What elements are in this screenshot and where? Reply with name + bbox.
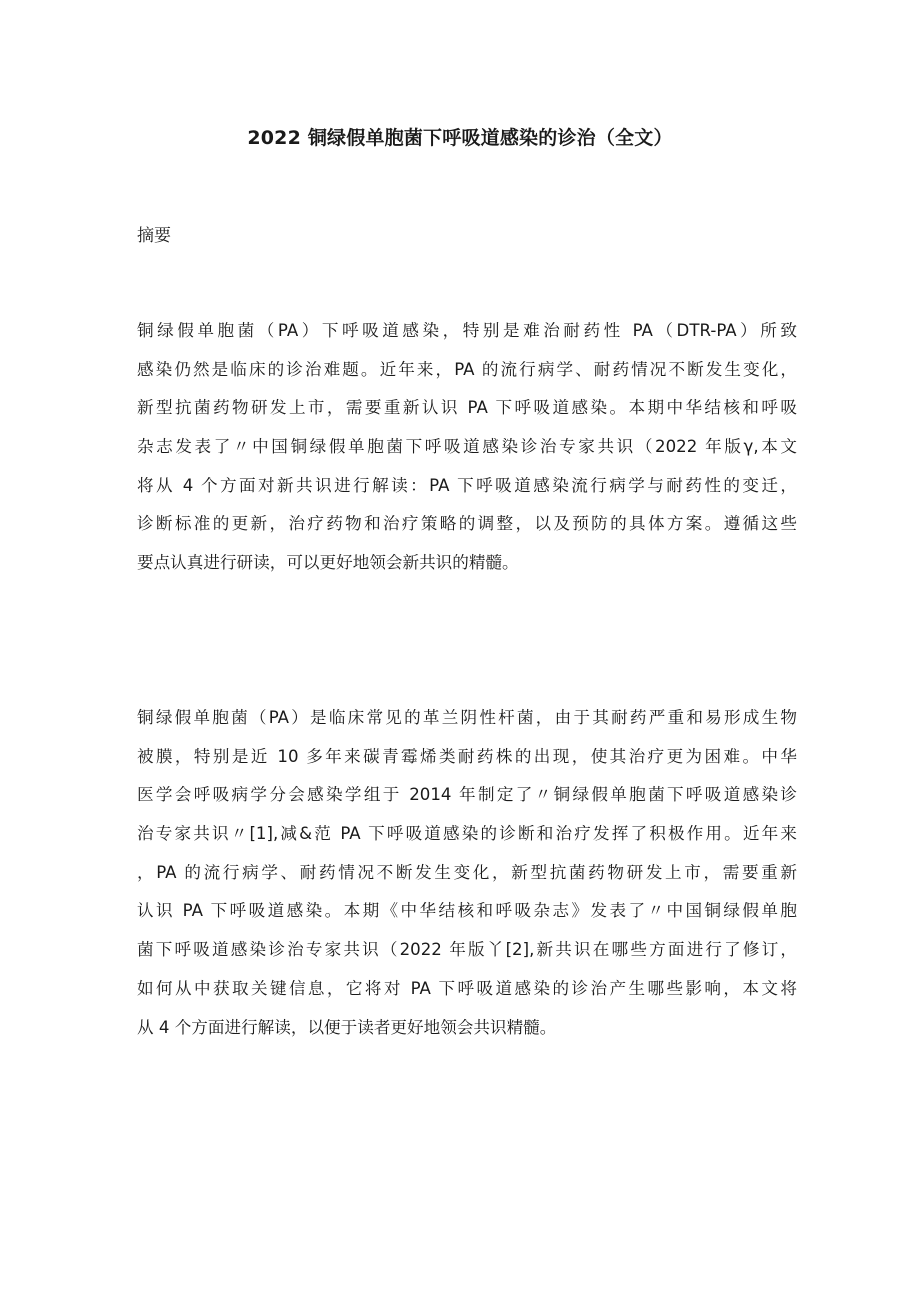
paragraph-line: 被膜，特别是近 10 多年来碳青霉烯类耐药株的出现，使其治疗更为困难。中华 [137, 746, 797, 766]
paragraph-line: ，PA 的流行病学、耐药情况不断发生变化，新型抗菌药物研发上市，需要重新 [137, 862, 797, 882]
section-heading-abstract: 摘要 [137, 226, 171, 246]
abstract-paragraph [137, 317, 797, 588]
paragraph-line: 杂志发表了〃中国铜绿假单胞菌下呼吸道感染诊治专家共识（2022 年版γ,本文 [137, 437, 797, 457]
paragraph-line: 诊断标准的更新，治疗药物和治疗策略的调整，以及预防的具体方案。遵循这些 [137, 514, 797, 534]
paragraph-line: 新型抗菌药物研发上市，需要重新认识 PA 下呼吸道感染。本期中华结核和呼吸 [137, 398, 797, 418]
paragraph-line: 如何从中获取关键信息，它将对 PA 下呼吸道感染的诊治产生哪些影响，本文将 [137, 978, 797, 998]
paragraph-line: 医学会呼吸病学分会感染学组于 2014 年制定了〃铜绿假单胞菌下呼吸道感染诊 [137, 785, 797, 805]
paragraph-line: 从 4 个方面进行解读，以便于读者更好地领会共识精髓。 [137, 1017, 557, 1037]
paragraph-line: 治专家共识〃[1],减&范 PA 下呼吸道感染的诊断和治疗发挥了积极作用。近年来 [137, 824, 797, 844]
paragraph-line: 感染仍然是临床的诊治难题。近年来，PA 的流行病学、耐药情况不断发生变化， [137, 359, 797, 379]
paragraph-line: 铜绿假单胞菌（PA）是临床常见的革兰阴性杆菌，由于其耐药严重和易形成生物 [137, 708, 797, 727]
paragraph-line: 菌下呼吸道感染诊治专家共识（2022 年版丫[2],新共识在哪些方面进行了修订， [137, 940, 797, 960]
paragraph-line: 将从 4 个方面对新共识进行解读：PA 下呼吸道感染流行病学与耐药性的变迁， [137, 475, 797, 495]
body-paragraph [137, 704, 797, 1052]
page-title: 2022 铜绿假单胞菌下呼吸道感染的诊治（全文） [247, 127, 673, 149]
paragraph-line: 认识 PA 下呼吸道感染。本期《中华结核和呼吸杂志》发表了〃中国铜绿假单胞 [137, 901, 797, 921]
paragraph-line: 要点认真进行研读，可以更好地领会新共识的精髓。 [137, 553, 519, 573]
paragraph-line: 铜绿假单胞菌（PA）下呼吸道感染，特别是难治耐药性 PA（DTR-PA）所致 [137, 321, 797, 340]
